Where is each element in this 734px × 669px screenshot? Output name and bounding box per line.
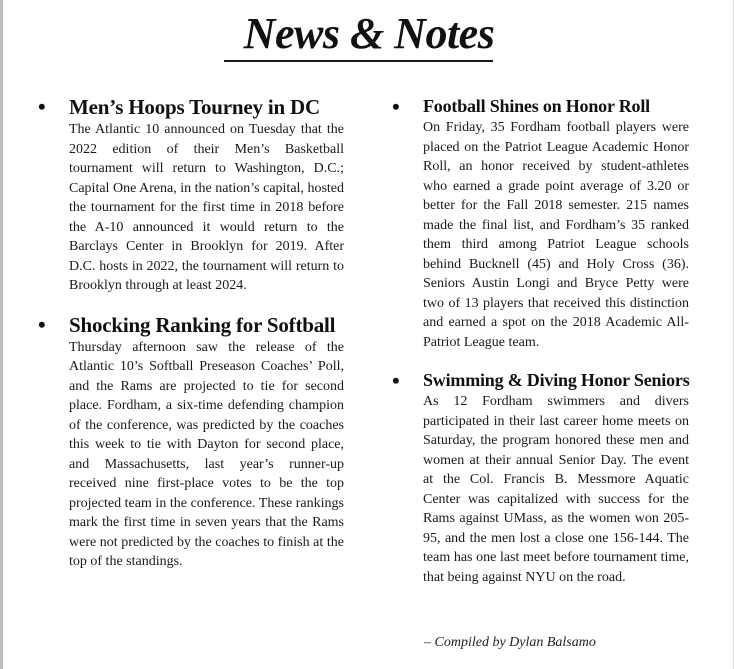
bullet-icon: • xyxy=(392,368,400,393)
article-headline: Swimming & Diving Honor Seniors xyxy=(423,370,690,390)
article-softball xyxy=(38,312,344,572)
article-body: Thursday afternoon saw the release of the Atlantic 10’s Softball Preseason Coaches’ Poll, and the Rams are projected to tie for second place. Fordham, a six-time defending champion of the conference, was predicted by the coaches this week to tie with Dayton for second place, and Massachusetts, last year’s runner-up received nine first-place votes to be the top projected team in the conference. These rankings mark the first time in seven years that the Rams were not predicted by the coaches to finish at the top of the standings. xyxy=(69,339,344,569)
right-column xyxy=(392,94,689,587)
article-body: The Atlantic 10 announced on Tuesday that the 2022 edition of their Men’s Basketball tournament will return to Washington, D.C.; Capital One Arena, in the nation’s capital, hosted the tournament for the first time in 2018 before the A-10 announced it would return to the Barclays Center in Brooklyn for 2019. After D.C. hosts in 2022, the tournament will return to Brooklyn through at least 2024. xyxy=(69,122,344,293)
article-headline: Men’s Hoops Tourney in DC xyxy=(69,95,320,119)
article-body: On Friday, 35 Fordham football players were placed on the Patriot League Academic Honor Roll, an honor received by student-athletes who earned a grade point average of 3.20 or better for the Fall 2018 semester. 215 names made the final list, and Fordham’s 35 ranked them third among Patriot League schools behind Bucknell (45) and Holy Cross (36). Seniors Austin Longi and Bryce Petty were two of 13 players that received this distinction and earned a spot on the 2018 Academic All-Patriot League team. xyxy=(423,120,689,350)
bullet-icon: • xyxy=(38,94,46,119)
bullet-icon: • xyxy=(38,311,46,337)
article-body: As 12 Fordham swimmers and divers participated in their last career home meets on Saturday, the program honored these men and women at their annual Senior Day. The event at the Col. Francis B. Messmore Aquatic Center was capitalized with success for the Rams against UMass, as the women won 205-95, and the men lost a close one 156-144. The team has one last meet before tournament time, that being against NYU on the road. xyxy=(423,394,689,585)
page-title: News & Notes xyxy=(243,9,495,58)
masthead xyxy=(0,8,734,60)
article-mens-hoops xyxy=(38,94,344,296)
byline-credit: – Compiled by Dylan Balsamo xyxy=(424,635,596,650)
left-column xyxy=(38,94,344,572)
bullet-icon: • xyxy=(392,94,400,119)
title-underline xyxy=(224,60,493,62)
article-swimming xyxy=(392,368,689,587)
page-left-border xyxy=(0,0,3,669)
article-football xyxy=(392,94,689,352)
article-headline: Shocking Ranking for Softball xyxy=(69,312,336,337)
article-headline: Football Shines on Honor Roll xyxy=(423,96,650,116)
